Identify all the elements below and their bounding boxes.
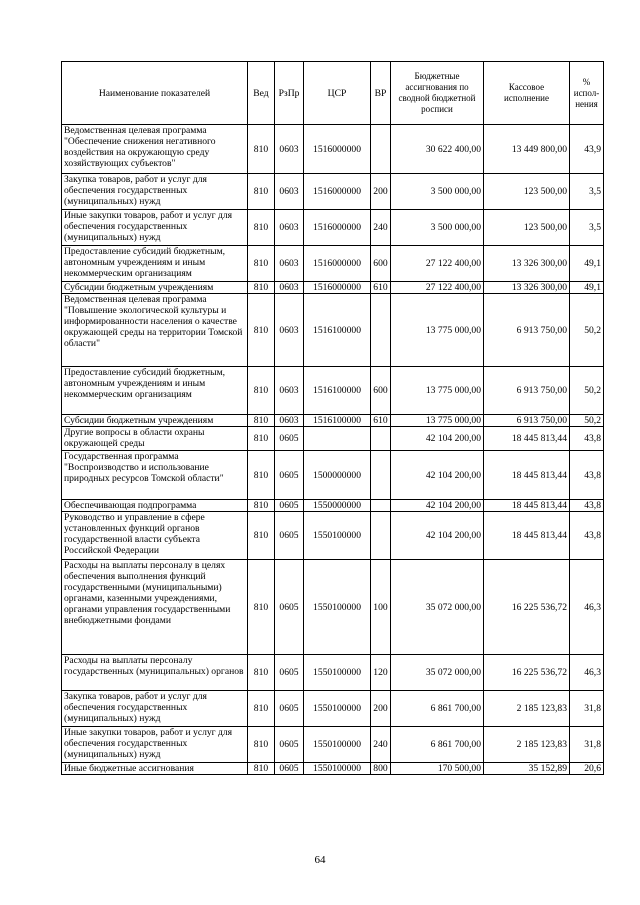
cell-csr: 1516100000 — [304, 294, 371, 367]
cell-percent: 50,2 — [570, 367, 604, 415]
cell-cash-execution: 2 185 123,83 — [484, 691, 570, 727]
cell-vr: 200 — [371, 691, 391, 727]
budget-execution-table — [61, 61, 604, 775]
cell-percent: 49,1 — [570, 246, 604, 282]
cell-name: Ведомственная целевая программа "Обеспечение снижения негативного воздействия на окружающую среду хозяйствующих субъектов" — [62, 125, 248, 174]
cell-name: Закупка товаров, работ и услуг для обеспечения государственных (муниципальных) нужд — [62, 691, 248, 727]
cell-cash-execution: 6 913 750,00 — [484, 367, 570, 415]
header-name: Наименование показателей — [62, 62, 248, 125]
cell-rzpr: 0603 — [275, 174, 304, 210]
cell-assignments: 13 775 000,00 — [391, 367, 484, 415]
cell-name: Обеспечивающая подпрограмма — [62, 500, 248, 512]
header-ved: Вед — [248, 62, 275, 125]
cell-csr: 1550100000 — [304, 691, 371, 727]
cell-percent: 43,8 — [570, 451, 604, 500]
cell-percent: 43,9 — [570, 125, 604, 174]
header-vr: ВР — [371, 62, 391, 125]
cell-name: Иные закупки товаров, работ и услуг для обеспечения государственных (муниципальных) нужд — [62, 210, 248, 246]
cell-cash-execution: 16 225 536,72 — [484, 560, 570, 655]
cell-assignments: 13 775 000,00 — [391, 415, 484, 427]
cell-ved: 810 — [248, 174, 275, 210]
cell-vr: 100 — [371, 560, 391, 655]
cell-cash-execution: 16 225 536,72 — [484, 655, 570, 691]
table-row — [62, 500, 604, 512]
cell-ved: 810 — [248, 451, 275, 500]
cell-cash-execution: 18 445 813,44 — [484, 451, 570, 500]
table-row — [62, 174, 604, 210]
cell-percent: 46,3 — [570, 560, 604, 655]
cell-cash-execution: 13 326 300,00 — [484, 282, 570, 294]
cell-name: Закупка товаров, работ и услуг для обеспечения государственных (муниципальных) нужд — [62, 174, 248, 210]
cell-rzpr: 0605 — [275, 512, 304, 560]
table-row — [62, 691, 604, 727]
cell-csr: 1516000000 — [304, 125, 371, 174]
cell-rzpr: 0605 — [275, 727, 304, 763]
cell-ved: 810 — [248, 500, 275, 512]
table-body — [62, 125, 604, 775]
cell-ved: 810 — [248, 282, 275, 294]
cell-csr: 1516000000 — [304, 210, 371, 246]
cell-ved: 810 — [248, 512, 275, 560]
cell-rzpr: 0603 — [275, 246, 304, 282]
cell-percent: 50,2 — [570, 415, 604, 427]
cell-csr — [304, 427, 371, 451]
cell-rzpr: 0603 — [275, 210, 304, 246]
header-rzpr: РзПр — [275, 62, 304, 125]
table-row — [62, 282, 604, 294]
cell-assignments: 3 500 000,00 — [391, 174, 484, 210]
cell-rzpr: 0603 — [275, 415, 304, 427]
table-row — [62, 451, 604, 500]
cell-name: Предоставление субсидий бюджетным, автономным учреждениям и иным некоммерческим организациям — [62, 246, 248, 282]
cell-name: Руководство и управление в сфере установленных функций органов государственной власти субъекта Российской Федерации — [62, 512, 248, 560]
table-row — [62, 367, 604, 415]
cell-name: Субсидии бюджетным учреждениям — [62, 282, 248, 294]
header-percent: % испол-нения — [570, 62, 604, 125]
cell-vr: 240 — [371, 210, 391, 246]
cell-percent: 43,8 — [570, 500, 604, 512]
cell-ved: 810 — [248, 210, 275, 246]
cell-cash-execution: 18 445 813,44 — [484, 427, 570, 451]
cell-assignments: 27 122 400,00 — [391, 282, 484, 294]
cell-assignments: 27 122 400,00 — [391, 246, 484, 282]
cell-percent: 20,6 — [570, 763, 604, 775]
cell-rzpr: 0605 — [275, 560, 304, 655]
cell-rzpr: 0605 — [275, 655, 304, 691]
cell-rzpr: 0603 — [275, 282, 304, 294]
cell-percent: 43,8 — [570, 512, 604, 560]
cell-name: Расходы на выплаты персоналу государственных (муниципальных) органов — [62, 655, 248, 691]
cell-ved: 810 — [248, 560, 275, 655]
cell-rzpr: 0603 — [275, 367, 304, 415]
cell-vr: 610 — [371, 415, 391, 427]
cell-vr — [371, 512, 391, 560]
table-row — [62, 655, 604, 691]
cell-assignments: 42 104 200,00 — [391, 512, 484, 560]
table-row — [62, 125, 604, 174]
cell-cash-execution: 123 500,00 — [484, 210, 570, 246]
cell-cash-execution: 6 913 750,00 — [484, 415, 570, 427]
cell-vr — [371, 294, 391, 367]
cell-assignments: 13 775 000,00 — [391, 294, 484, 367]
cell-assignments: 3 500 000,00 — [391, 210, 484, 246]
cell-cash-execution: 2 185 123,83 — [484, 727, 570, 763]
table-row — [62, 415, 604, 427]
cell-csr: 1516100000 — [304, 415, 371, 427]
cell-ved: 810 — [248, 294, 275, 367]
cell-name: Расходы на выплаты персоналу в целях обеспечения выполнения функций государственными (муниципальными) органами, казенными учреждениями, органами управления государственными внебюджетными фондами — [62, 560, 248, 655]
cell-csr: 1550100000 — [304, 655, 371, 691]
header-cash-execution: Кассовое исполнение — [484, 62, 570, 125]
table-row — [62, 560, 604, 655]
cell-csr: 1550100000 — [304, 512, 371, 560]
cell-rzpr: 0605 — [275, 500, 304, 512]
cell-assignments: 30 622 400,00 — [391, 125, 484, 174]
header-csr: ЦСР — [304, 62, 371, 125]
cell-ved: 810 — [248, 727, 275, 763]
cell-ved: 810 — [248, 655, 275, 691]
cell-percent: 50,2 — [570, 294, 604, 367]
table-header-row — [62, 62, 604, 125]
table-row — [62, 427, 604, 451]
cell-assignments: 6 861 700,00 — [391, 691, 484, 727]
header-assignments: Бюджетные ассигнования по сводной бюджетной росписи — [391, 62, 484, 125]
table-row — [62, 512, 604, 560]
cell-vr: 600 — [371, 246, 391, 282]
cell-assignments: 6 861 700,00 — [391, 727, 484, 763]
cell-ved: 810 — [248, 246, 275, 282]
cell-name: Другие вопросы в области охраны окружающей среды — [62, 427, 248, 451]
cell-percent: 46,3 — [570, 655, 604, 691]
cell-rzpr: 0605 — [275, 691, 304, 727]
table-row — [62, 210, 604, 246]
cell-rzpr: 0603 — [275, 125, 304, 174]
cell-percent: 31,8 — [570, 727, 604, 763]
cell-csr: 1550100000 — [304, 727, 371, 763]
cell-name: Государственная программа "Воспроизводство и использование природных ресурсов Томской области" — [62, 451, 248, 500]
cell-name: Ведомственная целевая программа "Повышение экологической культуры и информированности населения о качестве окружающей среды на территории Томской области" — [62, 294, 248, 367]
cell-csr: 1550100000 — [304, 763, 371, 775]
cell-ved: 810 — [248, 125, 275, 174]
cell-vr — [371, 451, 391, 500]
cell-cash-execution: 13 449 800,00 — [484, 125, 570, 174]
cell-name: Субсидии бюджетным учреждениям — [62, 415, 248, 427]
cell-cash-execution: 6 913 750,00 — [484, 294, 570, 367]
cell-assignments: 42 104 200,00 — [391, 451, 484, 500]
table-row — [62, 246, 604, 282]
cell-csr: 1550000000 — [304, 500, 371, 512]
cell-name: Иные бюджетные ассигнования — [62, 763, 248, 775]
table-row — [62, 294, 604, 367]
cell-ved: 810 — [248, 427, 275, 451]
cell-vr: 120 — [371, 655, 391, 691]
cell-ved: 810 — [248, 691, 275, 727]
cell-assignments: 170 500,00 — [391, 763, 484, 775]
cell-vr — [371, 427, 391, 451]
cell-name: Иные закупки товаров, работ и услуг для обеспечения государственных (муниципальных) нужд — [62, 727, 248, 763]
cell-cash-execution: 35 152,89 — [484, 763, 570, 775]
cell-rzpr: 0605 — [275, 763, 304, 775]
cell-vr: 240 — [371, 727, 391, 763]
cell-rzpr: 0603 — [275, 294, 304, 367]
cell-csr: 1516000000 — [304, 246, 371, 282]
table-row — [62, 727, 604, 763]
cell-vr: 600 — [371, 367, 391, 415]
cell-assignments: 35 072 000,00 — [391, 655, 484, 691]
cell-percent: 43,8 — [570, 427, 604, 451]
cell-ved: 810 — [248, 415, 275, 427]
table-row — [62, 763, 604, 775]
cell-csr: 1500000000 — [304, 451, 371, 500]
cell-cash-execution: 13 326 300,00 — [484, 246, 570, 282]
cell-cash-execution: 123 500,00 — [484, 174, 570, 210]
cell-name: Предоставление субсидий бюджетным, автономным учреждениям и иным некоммерческим организациям — [62, 367, 248, 415]
cell-percent: 3,5 — [570, 210, 604, 246]
cell-rzpr: 0605 — [275, 427, 304, 451]
cell-csr: 1516000000 — [304, 282, 371, 294]
cell-rzpr: 0605 — [275, 451, 304, 500]
cell-vr — [371, 125, 391, 174]
cell-assignments: 42 104 200,00 — [391, 427, 484, 451]
cell-cash-execution: 18 445 813,44 — [484, 512, 570, 560]
cell-assignments: 35 072 000,00 — [391, 560, 484, 655]
cell-vr: 610 — [371, 282, 391, 294]
cell-vr: 800 — [371, 763, 391, 775]
cell-percent: 31,8 — [570, 691, 604, 727]
cell-cash-execution: 18 445 813,44 — [484, 500, 570, 512]
cell-csr: 1516000000 — [304, 174, 371, 210]
cell-csr: 1516100000 — [304, 367, 371, 415]
cell-assignments: 42 104 200,00 — [391, 500, 484, 512]
cell-csr: 1550100000 — [304, 560, 371, 655]
page-number: 64 — [314, 854, 326, 866]
cell-percent: 49,1 — [570, 282, 604, 294]
cell-ved: 810 — [248, 367, 275, 415]
cell-vr: 200 — [371, 174, 391, 210]
cell-ved: 810 — [248, 763, 275, 775]
cell-percent: 3,5 — [570, 174, 604, 210]
cell-vr — [371, 500, 391, 512]
